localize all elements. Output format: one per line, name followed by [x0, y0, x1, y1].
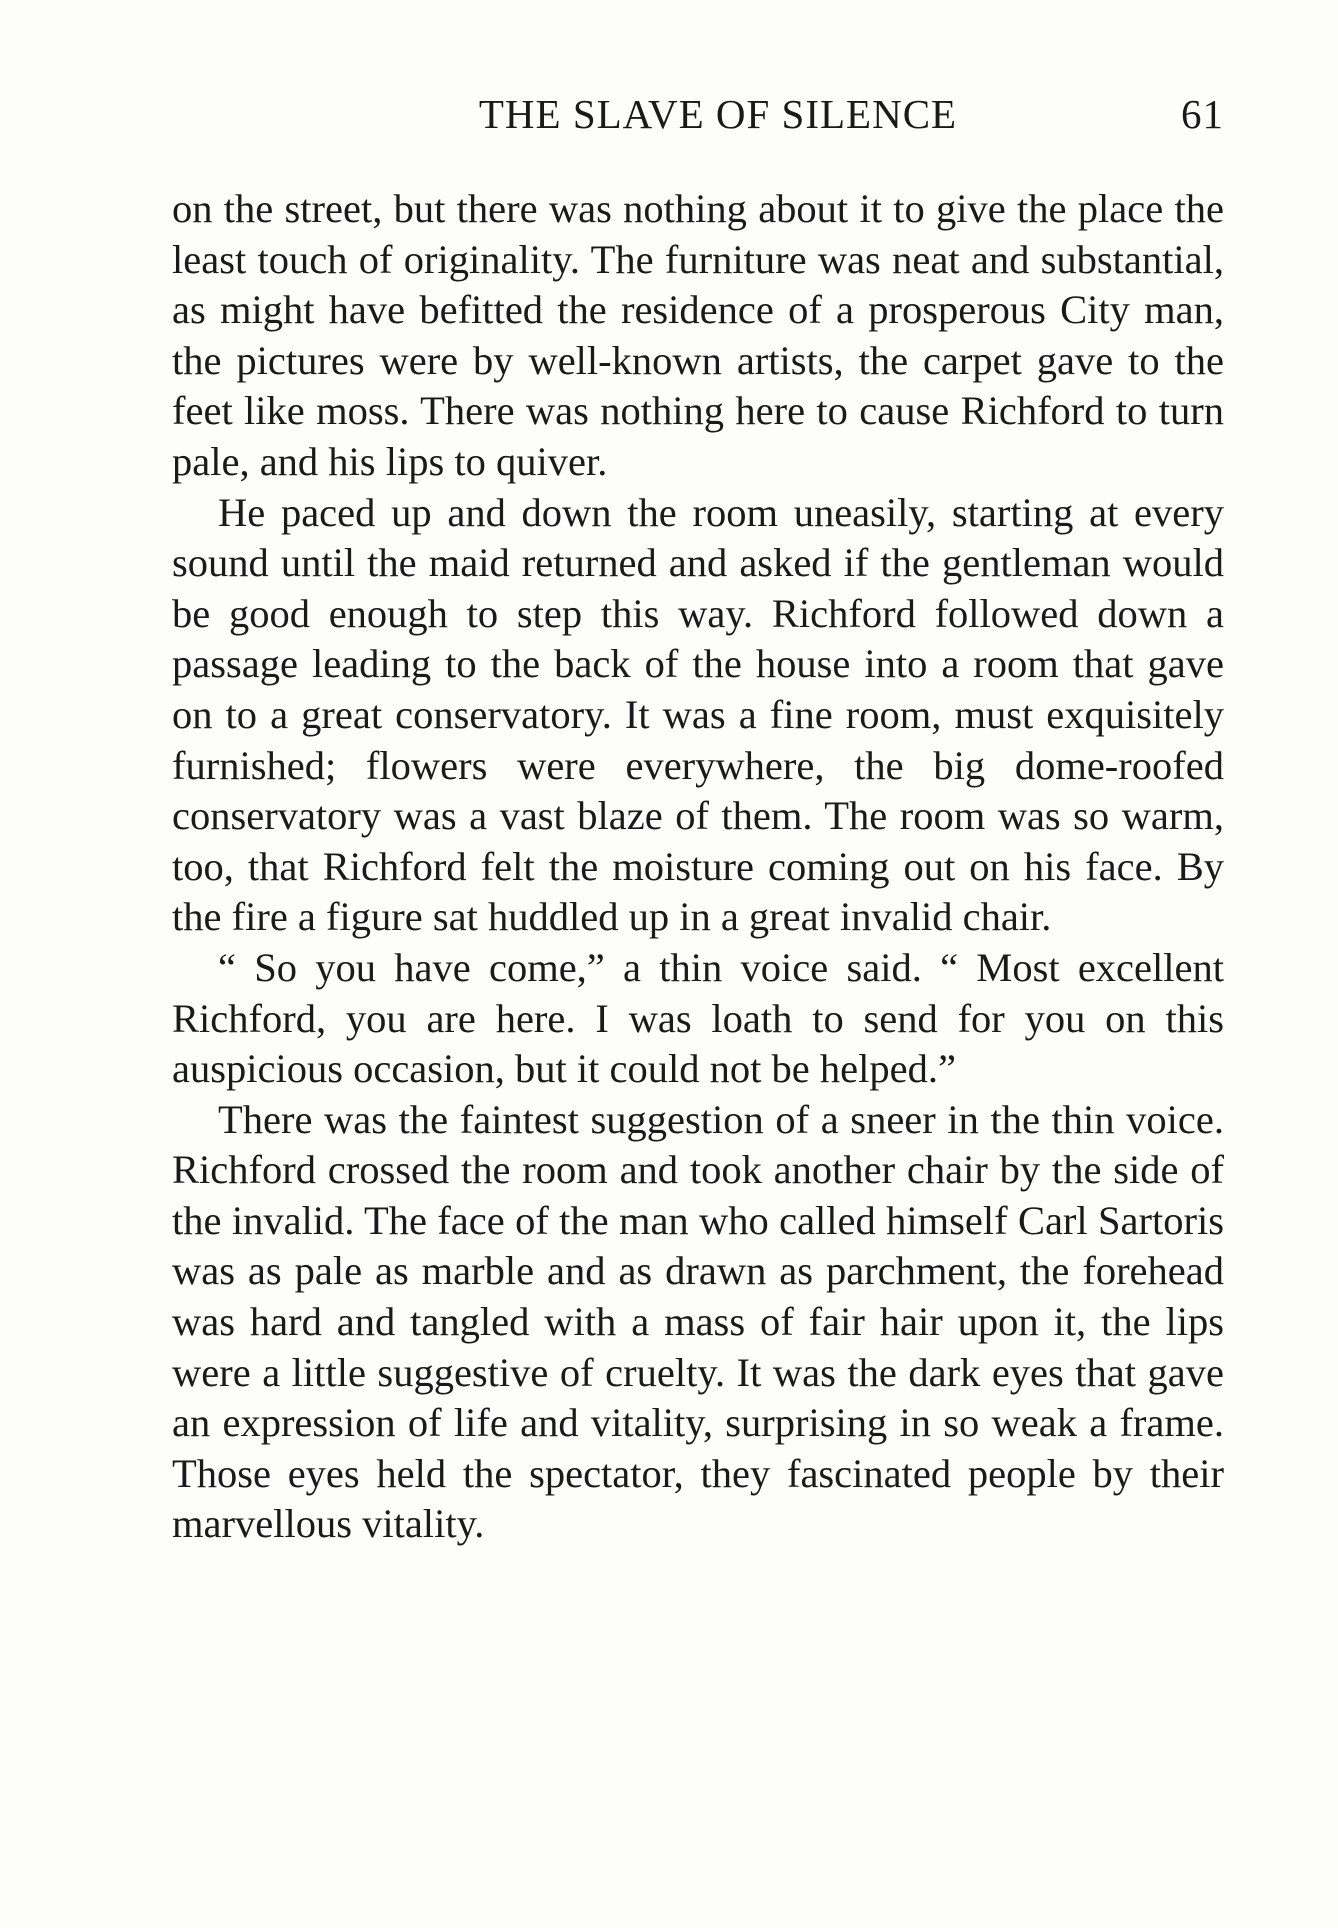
- paragraph-continued: on the street, but there was nothing about it to give the place the least touch of originality. The furniture was neat and substantial, as might have befitted the residence of a prosperous City man, the pictures were by well-known artists, the carpet gave to the feet like moss. There was nothing here to cause Richford to turn pale, and his lips to quiver.: [172, 186, 1224, 484]
- paragraph: “ So you have come,” a thin voice said. “ Most excellent Richford, you are here. I was loath to send for you on this auspicious occasion, but it could not be helped.”: [172, 944, 1224, 1092]
- page-number: 61: [1181, 91, 1224, 137]
- running-title: THE SLAVE OF SILENCE: [478, 91, 958, 137]
- paragraph: He paced up and down the room uneasily, starting at every sound until the maid returned and asked if the gentleman would be good enough to step this way. Richford followed down a passage leading to the back of the house into a room that gave on to a great conservatory. It was a fine room, must exquisitely furnished; flowers were everywhere, the big dome-roofed conservatory was a vast blaze of them. The room was so warm, too, that Richford felt the moisture coming out on his face. By the fire a figure sat huddled up in a great invalid chair.: [172, 489, 1224, 940]
- running-head: [172, 90, 1224, 142]
- paragraph: There was the faintest suggestion of a sneer in the thin voice. Richford crossed the room and took another chair by the side of the invalid. The face of the man who called himself Carl Sartoris was as pale as marble and as drawn as parchment, the forehead was hard and tangled with a mass of fair hair upon it, the lips were a little suggestive of cruelty. It was the dark eyes that gave an expression of life and vitality, surprising in so weak a frame. Those eyes held the spectator, they fascinated people by their marvellous vitality.: [172, 1096, 1224, 1547]
- body-text: [172, 184, 1224, 1550]
